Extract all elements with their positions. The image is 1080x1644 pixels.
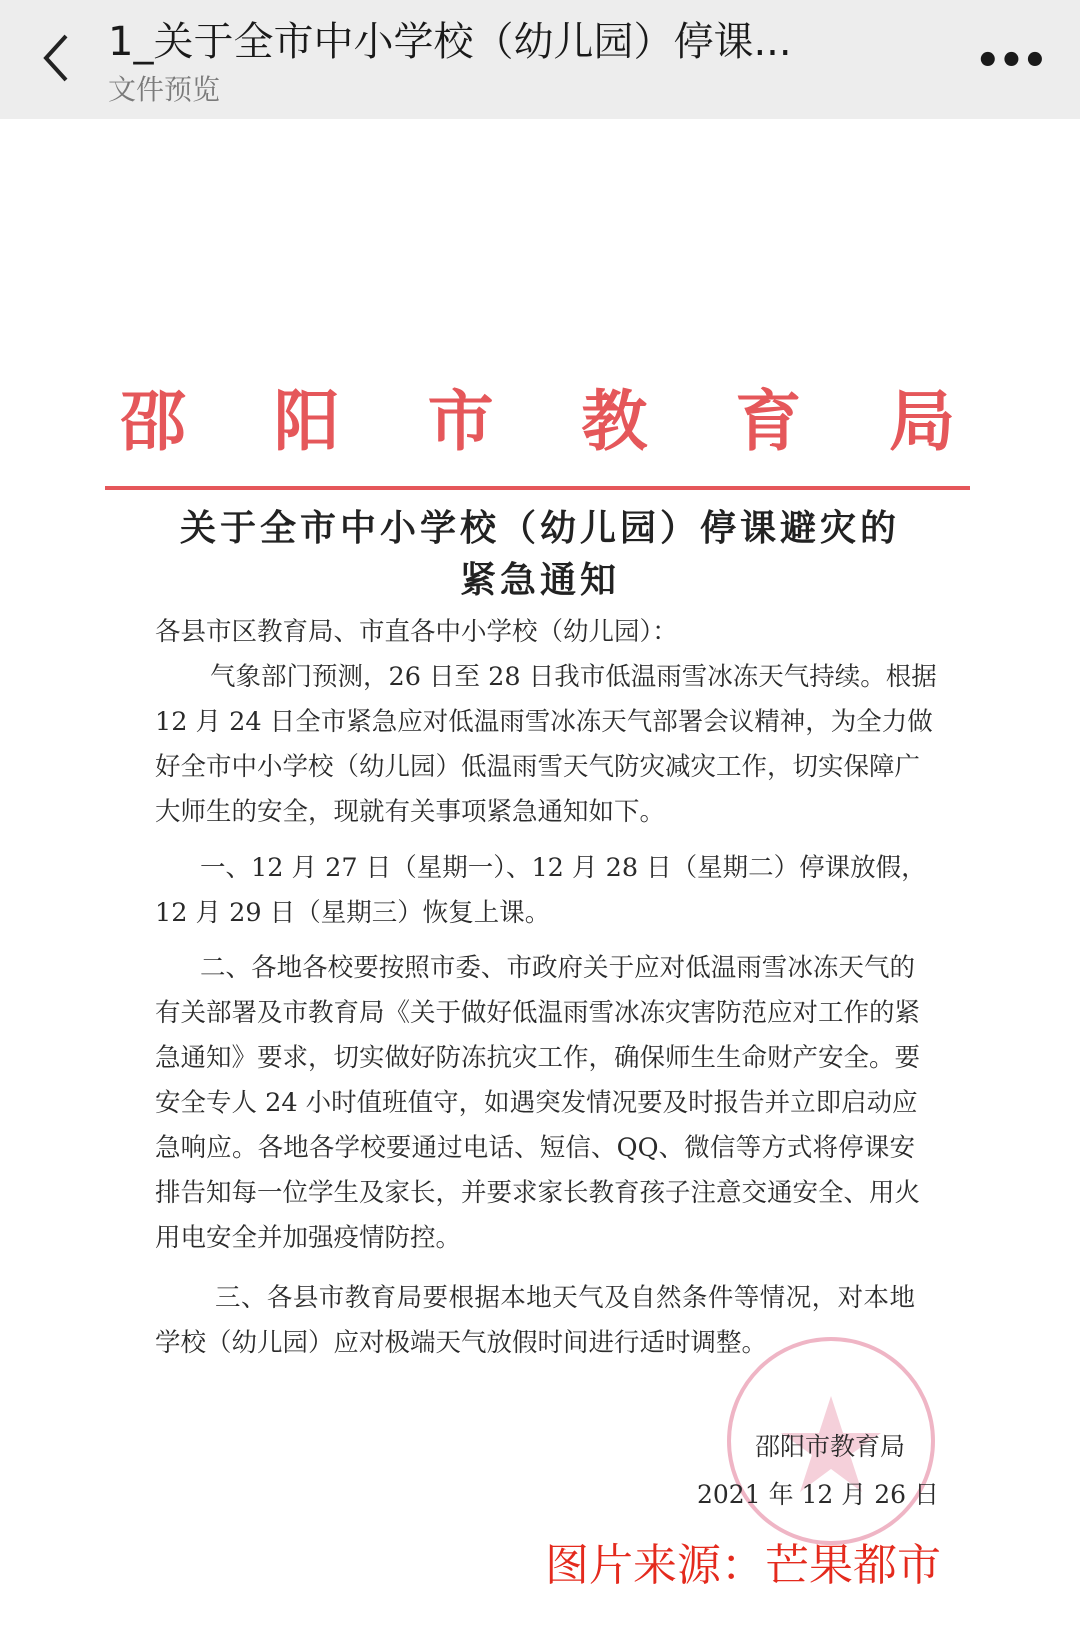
body-line: 安全专人 24 小时值班值守，如遇突发情况要及时报告并立即启动应 <box>155 1088 918 1118</box>
body-line: 三、各县市教育局要根据本地天气及自然条件等情况，对本地 <box>215 1283 915 1313</box>
letterhead-divider <box>105 486 970 490</box>
body-line: 急通知》要求，切实做好防冻抗灾工作，确保师生生命财产安全。要 <box>155 1043 921 1073</box>
file-title: 1_关于全市中小学校（幼儿园）停课... <box>108 19 792 65</box>
body-line: 用电安全并加强疫情防控。 <box>155 1223 462 1253</box>
body-line: 大师生的安全，现就有关事项紧急通知如下。 <box>155 797 666 827</box>
letterhead-char: 市 <box>427 382 494 460</box>
body-line: 各县市区教育局、市直各中小学校（幼儿园）： <box>155 617 678 647</box>
signature-date: 2021 年 12 月 26 日 <box>697 1480 939 1509</box>
chevron-left-icon <box>38 28 78 88</box>
letterhead-char: 邵 <box>120 382 186 460</box>
top-bar <box>0 0 1080 119</box>
body-line: 好全市中小学校（幼儿园）低温雨雪天气防灾减灾工作，切实保障广 <box>155 752 921 782</box>
signature-organization: 邵阳市教育局 <box>755 1432 906 1461</box>
body-line: 排告知每一位学生及家长，并要求家长教育孩子注意交通安全、用火 <box>155 1178 921 1208</box>
document-title-line-2: 紧急通知 <box>459 559 620 601</box>
letterhead <box>120 368 955 463</box>
image-source-watermark: 图片来源：芒果都市 <box>545 1540 941 1591</box>
file-preview-label: 文件预览 <box>108 73 221 106</box>
body-line: 急响应。各地各学校要通过电话、短信、QQ、微信等方式将停课安 <box>155 1133 915 1163</box>
body-line: 学校（幼儿园）应对极端天气放假时间进行适时调整。 <box>155 1328 768 1358</box>
letterhead-char: 育 <box>735 382 802 460</box>
body-line: 一、12 月 27 日（星期一）、12 月 28 日（星期二）停课放假， <box>200 853 927 883</box>
document-title-line-1: 关于全市中小学校（幼儿园）停课避灾的 <box>179 507 900 549</box>
back-button[interactable] <box>38 28 78 88</box>
letterhead-char: 阳 <box>273 382 340 460</box>
body-line: 二、各地各校要按照市委、市政府关于应对低温雨雪冰冻天气的 <box>200 953 915 983</box>
letterhead-char: 局 <box>888 382 955 460</box>
letterhead-char: 教 <box>581 382 648 460</box>
body-line: 有关部署及市教育局《关于做好低温雨雪冰冻灾害防范应对工作的紧 <box>155 998 921 1028</box>
body-line: 12 月 29 日（星期三）恢复上课。 <box>155 898 551 928</box>
more-options-button[interactable]: ••• <box>975 38 1046 84</box>
body-line: 气象部门预测，26 日至 28 日我市低温雨雪冰冻天气持续。根据 <box>210 662 937 692</box>
body-line: 12 月 24 日全市紧急应对低温雨雪冰冻天气部署会议精神，为全力做 <box>155 707 933 737</box>
